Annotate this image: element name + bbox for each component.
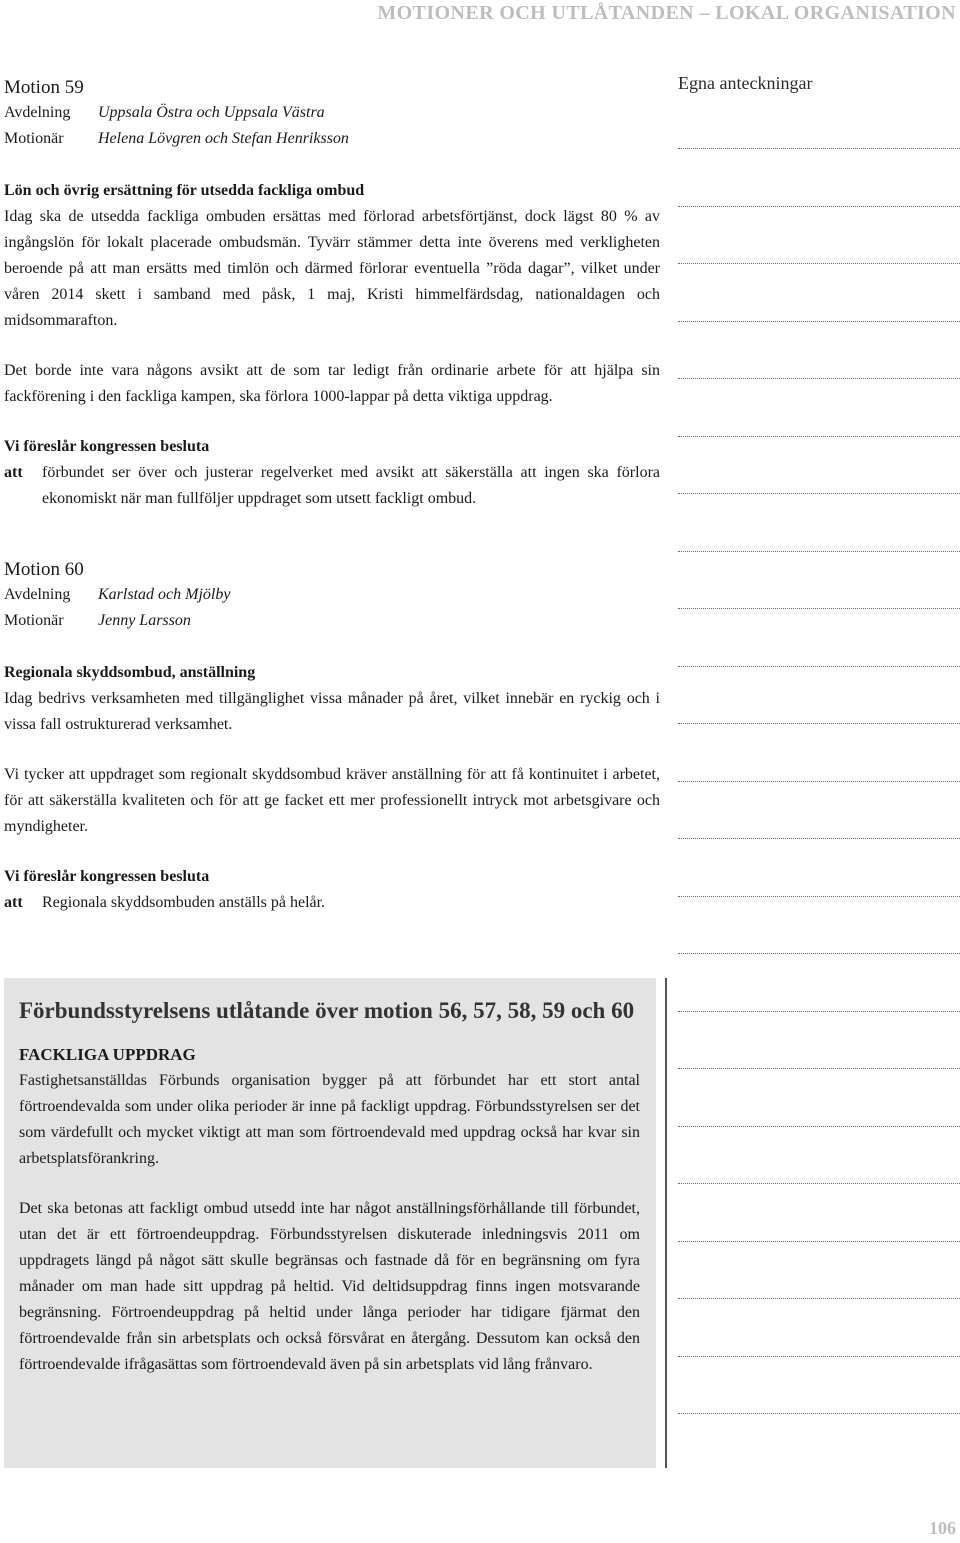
att-text: förbundet ser över och justerar regelverket med avsikt att säkerställa att ingen ska förlora ekonomiskt när man fullföljer uppdraget som utsett fackligt ombud.: [42, 464, 660, 507]
statement-title: Förbundsstyrelsens utlåtande över motion 56, 57, 58, 59 och 60: [19, 998, 635, 1023]
note-line: [678, 206, 960, 207]
avdelning-value: Uppsala Östra och Uppsala Västra: [98, 104, 325, 121]
note-line: [678, 1011, 960, 1012]
note-line: [678, 953, 960, 954]
notes-heading: Egna anteckningar: [678, 73, 813, 93]
avdelning-value: Karlstad och Mjölby: [98, 586, 231, 603]
att-clause: [4, 890, 660, 916]
note-line: [678, 1356, 960, 1357]
note-line: [678, 493, 960, 494]
motion-59: [4, 76, 660, 512]
motion-paragraph: Idag bedrivs verksamheten med tillgänglighet vissa månader på året, vilket innebär en ryckig och i vissa fall ostrukturerad verksamhet.: [4, 690, 660, 733]
att-label: att: [4, 894, 23, 911]
note-line: [678, 781, 960, 782]
note-line: [678, 1413, 960, 1414]
motion-paragraph: Vi tycker att uppdraget som regionalt skyddsombud kräver anställning för att få kontinuitet i arbetet, för att säkerställa kvaliteten och för att ge facket ett mer professionellt intryck mot arbetsgivare och myndigheter.: [4, 766, 660, 835]
vertical-rule: [665, 978, 667, 1468]
att-label: att: [4, 464, 23, 481]
motionar-label: Motionär: [4, 130, 64, 147]
note-line: [678, 321, 960, 322]
note-line: [678, 263, 960, 264]
notes-lines: [678, 148, 960, 1478]
motionar-row: [4, 608, 660, 634]
avdelning-row: [4, 100, 660, 126]
motion-60: [4, 558, 660, 916]
att-text: Regionala skyddsombuden anställs på helår.: [42, 894, 326, 911]
motion-paragraph: Det borde inte vara någons avsikt att de som tar ledigt från ordinarie arbete för att hjälpa sin fackförening i den fackliga kampen, ska förlora 1000-lappar på detta viktiga uppdrag.: [4, 362, 660, 405]
motionar-row: [4, 126, 660, 152]
proposal-heading: Vi föreslår kongressen besluta: [4, 868, 210, 885]
avdelning-row: [4, 582, 660, 608]
motion-title: Motion 60: [4, 559, 84, 580]
note-line: [678, 1183, 960, 1184]
note-line: [678, 838, 960, 839]
avdelning-label: Avdelning: [4, 586, 71, 603]
note-line: [678, 436, 960, 437]
motion-title: Motion 59: [4, 77, 84, 98]
main-column: [4, 76, 660, 916]
att-clause: [4, 460, 660, 512]
motion-section-title: Regionala skyddsombud, anställning: [4, 664, 256, 681]
note-line: [678, 666, 960, 667]
avdelning-label: Avdelning: [4, 104, 71, 121]
note-line: [678, 608, 960, 609]
note-line: [678, 723, 960, 724]
note-line: [678, 1241, 960, 1242]
motionar-value: Helena Lövgren och Stefan Henriksson: [98, 130, 349, 147]
motionar-value: Jenny Larsson: [98, 612, 191, 629]
motion-paragraph: Idag ska de utsedda fackliga ombuden ersättas med förlorad arbetsförtjänst, dock lägst 80 % av ingångslön för lokalt placerade ombudsmän. Tyvärr stämmer detta inte överens med verkligheten beroende på att man ersätts med timlön och därmed förlorar eventuella ”röda dagar”, vilket under våren 2014 skett i samband med påsk, 1 maj, Kristi himmelfärdsdag, nationaldagen och midsommarafton.: [4, 208, 660, 329]
motionar-label: Motionär: [4, 612, 64, 629]
note-line: [678, 896, 960, 897]
page-number: 106: [929, 1518, 956, 1538]
running-header: MOTIONER OCH UTLÅTANDEN – LOKAL ORGANISATION: [377, 2, 956, 24]
note-line: [678, 1068, 960, 1069]
statement-paragraph: Det ska betonas att fackligt ombud utsedd inte har något anställningsförhållande till förbundet, utan det är ett förtroendeuppdrag. Förbundsstyrelsen diskuterade inledningsvis 2011 om uppdragets längd på något sätt skulle begränsas och fastnade då för en begränsning om fyra månader om man hade sitt uppdrag på heltid. Vid deltidsuppdrag finns ingen motsvarande begränsning. Förtroendeuppdrag på heltid under långa perioder har tidigare fjärmat den förtroendevalde från sin arbetsplats och också försvårat en återgång. Dessutom kan också den förtroendevalde ifrågasättas som förtroendevald även på sin arbetsplats vid lång frånvaro.: [19, 1200, 640, 1373]
note-line: [678, 551, 960, 552]
note-line: [678, 378, 960, 379]
statement-subheading: FACKLIGA UPPDRAG: [19, 1045, 196, 1064]
statement-box: [4, 978, 656, 1468]
note-line: [678, 1298, 960, 1299]
note-line: [678, 148, 960, 149]
proposal-heading: Vi föreslår kongressen besluta: [4, 438, 210, 455]
note-line: [678, 1126, 960, 1127]
statement-paragraph: Fastighetsanställdas Förbunds organisation bygger på att förbundet har ett stort antal förtroendevalda som under olika perioder är inne på fackligt uppdrag. Förbundsstyrelsen ser det som värdefullt och mycket viktigt att man som förtroendevald med uppdrag också har kvar sin arbetsplatsförankring.: [19, 1072, 640, 1167]
motion-section-title: Lön och övrig ersättning för utsedda fackliga ombud: [4, 182, 365, 199]
